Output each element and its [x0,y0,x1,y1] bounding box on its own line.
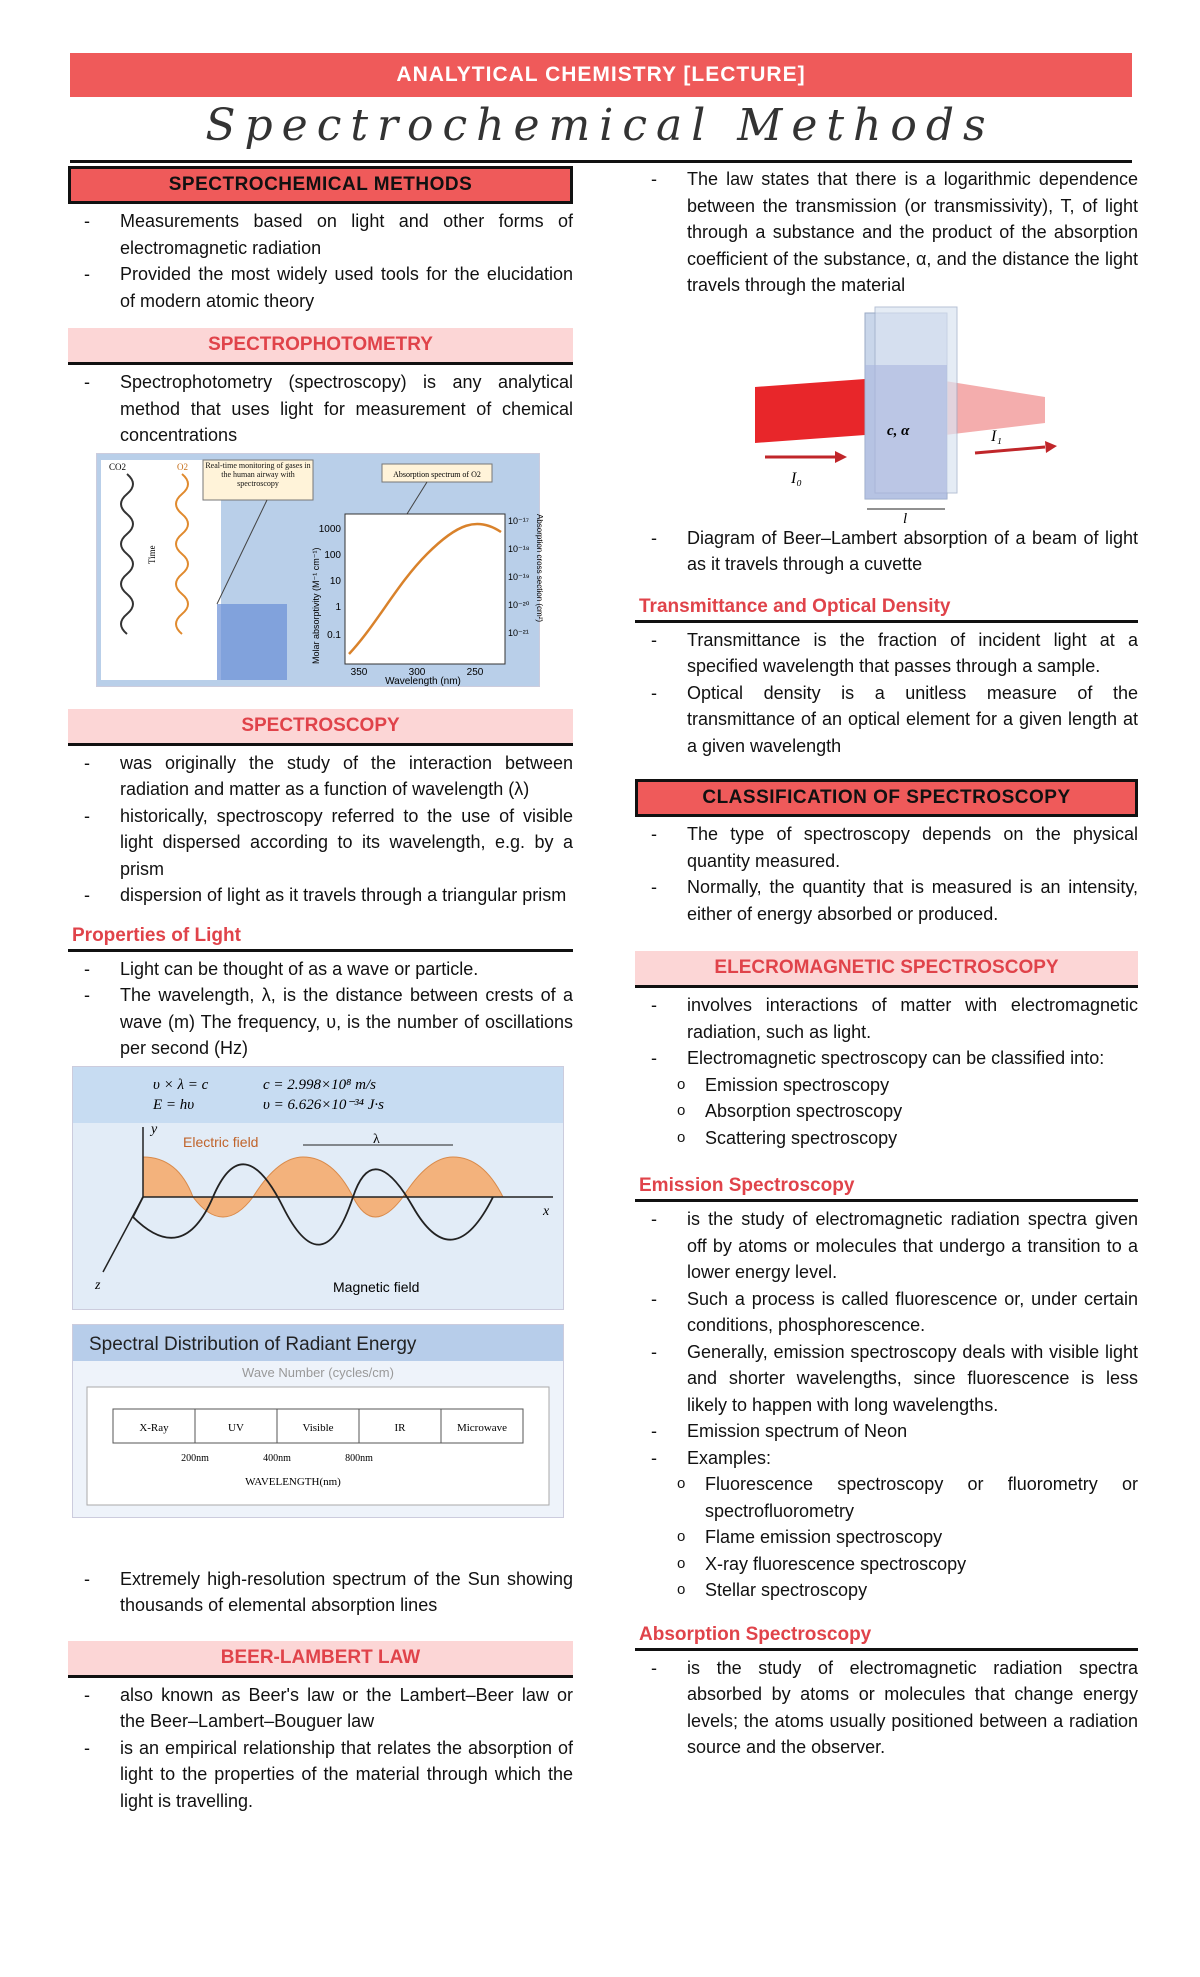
band-label: Microwave [456,1421,508,1434]
list-item: - Transmittance is the fraction of incident light at a specified wavelength that passes through a sample. [687,627,1138,680]
classification-list [635,821,1138,927]
list-item: - Diagram of Beer–Lambert absorption of a beam of light as it travels through a cuvette [687,525,1138,578]
list-item: - The law states that there is a logarithmic dependence between the transmission (or transmissivity), T, of light through a substance and the product of the absorption coefficient of the substance, α, and the distance the light travels through the material [687,166,1138,299]
ytick: 10 [329,575,341,587]
beer-lambert-law-list [635,166,1138,299]
ytick: 1000 [318,523,341,535]
absorption-list [635,1655,1138,1761]
list-item: - Provided the most widely used tools for the elucidation of modern atomic theory [120,261,573,314]
y2tick: 10⁻¹⁸ [508,543,530,554]
band-tick: 800nm [345,1452,373,1464]
list-item: - Examples: [687,1445,1138,1472]
list-item: - Spectrophotometry (spectroscopy) is any analytical method that uses light for measurement of chemical concentrations [120,369,573,449]
y-axis-label: Molar absorptivity (M⁻¹ cm⁻¹) [311,546,321,664]
xtick: 350 [350,666,368,678]
spectrophotometry-list [68,369,573,449]
list-item: - Extremely high-resolution spectrum of the Sun showing thousands of elemental absorption lines [120,1566,573,1619]
spectrum-box-text: Absorption spectrum of O2 [393,469,481,479]
band-label: Visible [302,1421,334,1434]
sub-item: o Scattering spectroscopy [705,1125,1138,1152]
i0-label: I₀ [791,469,802,487]
list-item: - dispersion of light as it travels through a triangular prism [120,882,573,909]
sub-item: o Stellar spectroscopy [705,1577,1138,1604]
co2-label: CO2 [109,461,127,472]
spectral-figure-title: Spectral Distribution of Radiant Energy [89,1333,417,1355]
list-item: - Generally, emission spectroscopy deals with visible light and shorter wavelengths, since fluorescence is less likely to happen with long wavelengths. [687,1339,1138,1419]
section-heading-beer-lambert: BEER-LAMBERT LAW [68,1641,573,1678]
wavenumber-label: Wave Number (cycles/cm) [242,1364,394,1380]
x-axis-letter: x [543,1203,550,1219]
page-title: Spectrochemical Methods [205,100,995,151]
list-item: - historically, spectroscopy referred to the use of visible light dispersed according to its wavelength, e.g. by a prism [120,803,573,883]
equation: υ = 6.626×10⁻³⁴ J·s [263,1096,385,1113]
equation: υ × λ = c [153,1076,209,1093]
list-item: - The wavelength, λ, is the distance between crests of a wave (m) The frequency, υ, is the number of oscillations per second (Hz) [120,982,573,1062]
y-axis-letter: y [151,1121,158,1137]
band-tick: 400nm [263,1452,291,1464]
list-item: - Electromagnetic spectroscopy can be classified into: [687,1045,1138,1072]
title-divider [70,160,1132,163]
electromagnetic-list [635,992,1138,1072]
equation: E = hυ [153,1096,195,1113]
list-item: - also known as Beer's law or the Lambert–Beer law or the Beer–Lambert–Bouguer law [120,1682,573,1735]
list-item: - Emission spectrum of Neon [687,1418,1138,1445]
cuvette-figure [755,305,1075,525]
list-item: - is the study of electromagnetic radiation spectra absorbed by atoms or molecules that change energy levels; the atoms usually positioned between a radiation source and the observer. [687,1655,1138,1761]
section-heading-electromagnetic: ELECROMAGNETIC SPECTROSCOPY [635,951,1138,988]
concentration-label: c, α [887,422,910,439]
y2-axis-label: Absorption cross section (cm²) [535,513,544,622]
ytick: 0.1 [327,629,341,641]
y2tick: 10⁻¹⁷ [508,515,530,526]
list-item: - The type of spectroscopy depends on the physical quantity measured. [687,821,1138,874]
band-label: UV [228,1421,244,1434]
spectral-distribution-figure [72,1324,564,1518]
section-heading-absorption: Absorption Spectroscopy [635,1622,1138,1651]
sub-item: o X-ray fluorescence spectroscopy [705,1551,1138,1578]
z-axis-letter: z [95,1277,101,1293]
band-label: X-Ray [139,1421,169,1434]
sub-item: o Fluorescence spectroscopy or fluorometry or spectrofluorometry [705,1471,1138,1524]
spectrochemical-list [68,208,573,314]
section-heading-emission: Emission Spectroscopy [635,1173,1138,1202]
monitoring-box-text: Real-time monitoring of gases in the human airway with spectroscopy [205,460,311,488]
list-item: - is the study of electromagnetic radiation spectra given off by atoms or molecules that undergo a transition to a lower energy level. [687,1206,1138,1286]
list-item: - is an empirical relationship that relates the absorption of light to the properties of the material through which the light is travelling. [120,1735,573,1815]
xtick: 300 [408,666,426,678]
list-item: - Such a process is called fluorescence or, under certain conditions, phosphorescence. [687,1286,1138,1339]
time-label: Time [147,544,157,564]
properties-list [68,956,573,1062]
list-item: - Optical density is a unitless measure of the transmittance of an optical element for a given length at a given wavelength [687,680,1138,760]
electromagnetic-sublist [635,1072,1138,1152]
right-column [635,166,1138,1761]
section-heading-properties: Properties of Light [68,923,573,952]
list-item: - Normally, the quantity that is measured is an intensity, either of energy absorbed or produced. [687,874,1138,927]
i1-label: I₁ [991,427,1002,445]
emission-sublist [635,1471,1138,1604]
em-wave-figure [72,1066,564,1310]
beer-lambert-list [68,1682,573,1815]
section-heading-spectroscopy: SPECTROSCOPY [68,709,573,746]
xtick: 250 [466,666,484,678]
absorption-spectrum-figure [96,453,544,687]
ytick: 100 [324,549,341,561]
sub-item: o Emission spectroscopy [705,1072,1138,1099]
course-banner: ANALYTICAL CHEMISTRY [LECTURE] [70,53,1132,97]
path-length-label: l [903,510,908,527]
electric-field-label: Electric field [183,1133,259,1150]
x-axis-label: Wavelength (nm) [385,675,461,687]
y2tick: 10⁻²¹ [508,627,529,638]
list-item: - Light can be thought of as a wave or particle. [120,956,573,983]
band-tick: 200nm [181,1452,209,1464]
sub-item: o Flame emission spectroscopy [705,1524,1138,1551]
band-label: IR [394,1421,406,1434]
o2-label: O2 [177,461,188,472]
emission-list [635,1206,1138,1471]
section-heading-classification: CLASSIFICATION OF SPECTROSCOPY [635,779,1138,817]
y2tick: 10⁻¹⁹ [508,571,530,582]
list-item: - involves interactions of matter with electromagnetic radiation, such as light. [687,992,1138,1045]
y2tick: 10⁻²⁰ [508,599,530,610]
sub-item: o Absorption spectroscopy [705,1098,1138,1125]
section-heading-spectrochemical: SPECTROCHEMICAL METHODS [68,166,573,204]
sun-spectrum-list [68,1566,573,1619]
list-item: - Measurements based on light and other forms of electromagnetic radiation [120,208,573,261]
ytick: 1 [335,601,341,613]
section-heading-transmittance: Transmittance and Optical Density [635,594,1138,623]
cuvette-caption-list [635,525,1138,578]
spectroscopy-list [68,750,573,909]
lambda-label: λ [373,1131,380,1147]
list-item: - was originally the study of the interaction between radiation and matter as a function of wavelength (λ) [120,750,573,803]
equation: c = 2.998×10⁸ m/s [263,1076,376,1093]
transmittance-list [635,627,1138,760]
left-column [68,166,573,1814]
magnetic-field-label: Magnetic field [333,1278,420,1295]
section-heading-spectrophotometry: SPECTROPHOTOMETRY [68,328,573,365]
wavelength-axis-label: WAVELENGTH(nm) [245,1475,341,1488]
